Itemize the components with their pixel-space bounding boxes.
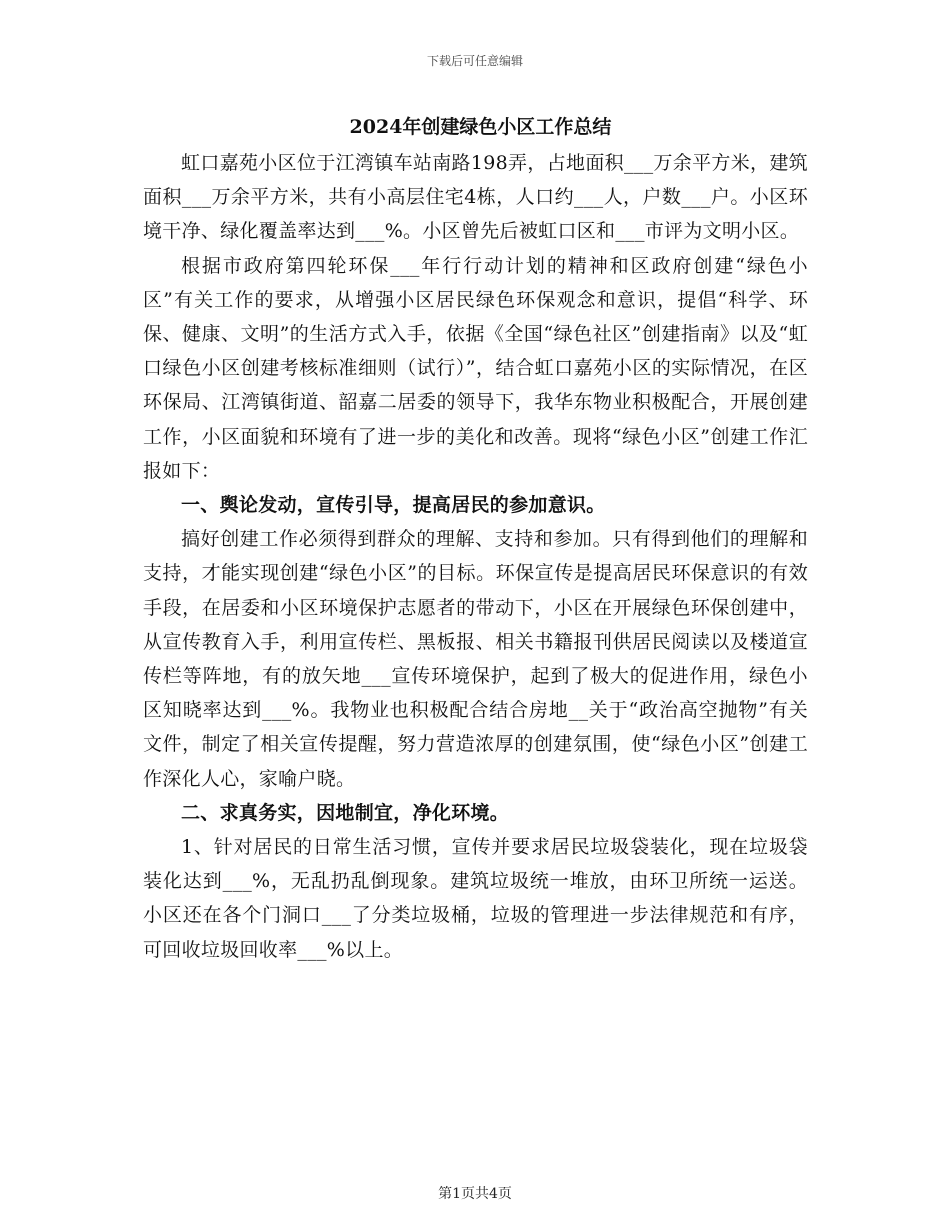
document-title: 2024年创建绿色小区工作总结 [349,116,612,138]
intro-paragraph: 虹口嘉苑小区位于江湾镇车站南路198弄，占地面积___万余平方米，建筑面积___万余平方米，共有小高层住宅4栋，人口约___人，户数___户。小区环境干净、绿化覆盖率达到___%。小区曾先后被虹口区和___市评为文明小区。 [143,152,808,243]
section-2-paragraph: 1、针对居民的日常生活习惯，宣传并要求居民垃圾袋装化，现在垃圾袋装化达到___%，无乱扔乱倒现象。建筑垃圾统一堆放，由环卫所统一运送。小区还在各个门洞口___了分类垃圾桶，垃圾的管理进一步法律规范和有序，可回收垃圾回收率___%以上。 [143,836,808,961]
section-1-heading: 一、舆论发动，宣传引导，提高居民的参加意识。 [181,494,606,517]
document-body [143,112,808,967]
section-2-heading: 二、求真务实，因地制宜，净化环境。 [181,801,510,824]
background-paragraph: 根据市政府第四轮环保___年行行动计划的精神和区政府创建“绿色小区”有关工作的要求，从增强小区居民绿色环保观念和意识，提倡“科学、环保、健康、文明”的生活方式入手，依据《全国“绿色社区”创建指南》以及“虹口绿色小区创建考核标准细则（试行）”，结合虹口嘉苑小区的实际情况，在区环保局、江湾镇街道、韶嘉二居委的领导下，我华东物业积极配合，开展创建工作，小区面貌和环境有了进一步的美化和改善。现将“绿色小区”创建工作汇报如下： [143,254,808,482]
page-number: 第1页共4页 [438,1186,512,1202]
page-header-note: 下载后可任意编辑 [426,54,523,68]
section-1-paragraph: 搞好创建工作必须得到群众的理解、支持和参加。只有得到他们的理解和支持，才能实现创建“绿色小区”的目标。环保宣传是提高居民环保意识的有效手段，在居委和小区环境保护志愿者的带动下，小区在开展绿色环保创建中，从宣传教育入手，利用宣传栏、黑板报、相关书籍报刊供居民阅读以及楼道宣传栏等阵地，有的放矢地___宣传环境保护，起到了极大的促进作用，绿色小区知晓率达到___%。我物业也积极配合结合房地__关于“政治高空抛物”有关文件，制定了相关宣传提醒，努力营造浓厚的创建氛围，使“绿色小区”创建工作深化人心，家喻户晓。 [143,528,808,790]
